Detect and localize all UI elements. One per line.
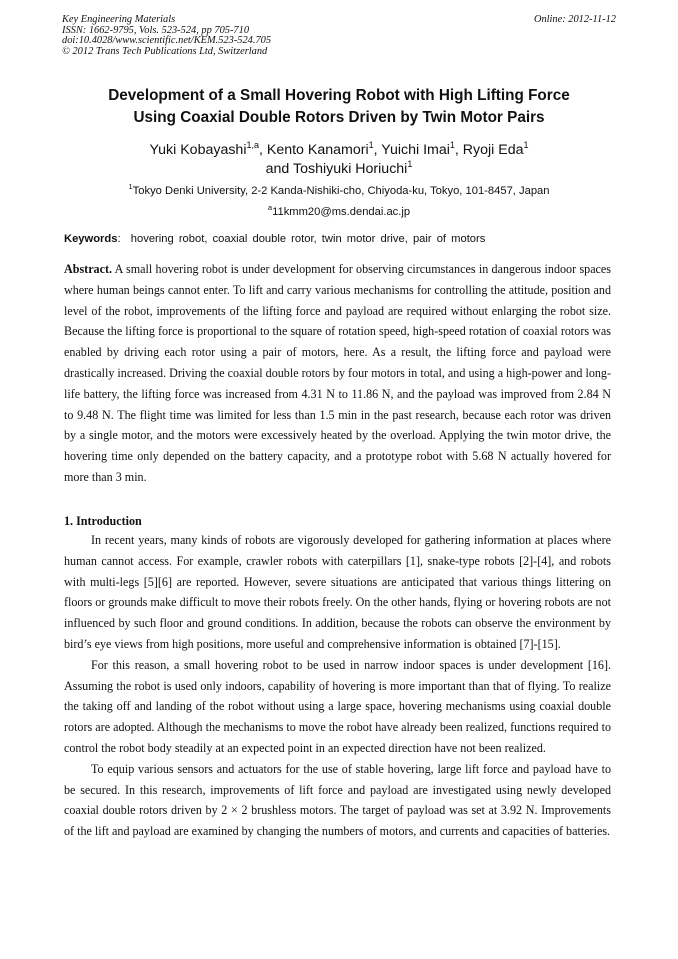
paper-title (40, 85, 638, 129)
email-superscript: a (267, 203, 273, 212)
paragraph: For this reason, a small hovering robot to be used in narrow indoor spaces is under development [16]. Assuming the robot is used only indoors, capability of hovering is more important than that of flying. To realize the taking off and landing of the robot without using a large space, hovering mechanisms using coaxial double rotors are adopted. Although the mechanisms to move the robot have already been realized, functions required to control the robot body steadily at an expected point in an expected direction have not been realized. (64, 657, 611, 755)
title-line-2: Using Coaxial Double Rotors Driven by Twin Motor Pairs (133, 109, 545, 126)
abstract-text: A small hovering robot is under development for observing circumstances in dangerous indoor spaces where human beings cannot enter. To lift and carry various mechanisms for controlling the attitude, position and level of the robot, improvements of the lifting force and payload are required without enlarging the robot size. Because the lifting force is proportional to the square of rotation speed, high-speed rotation of coaxial rotors was enabled by driving each rotor using a pair of motors, here. As a result, the lifting force and payload were drastically increased. Driving the coaxial double rotors by four motors in total, and using a high-power and long-life battery, the lifting force was increased from 4.31 N to 11.86 N, and the payload was improved from 2.84 N to 9.48 N. The flight time was limited for less than 1.5 min in the past research, because each rotor was driven by a single motor, and the motors were excessively heated by the overload. Applying the twin motor drive, the hovering time only depended on the battery capacity, and a prototype robot with 5.68 N actually hovered for more than 3 min. (64, 262, 612, 484)
online-date: Online: 2012-11-12 (533, 14, 616, 25)
introduction-body (64, 530, 611, 842)
author-superscript: 1,a (246, 140, 259, 150)
author-email: 11kmm20@ms.dendai.ac.jp (272, 206, 411, 218)
issn-line: ISSN: 1662-9795, Vols. 523-524, pp 705-710 (62, 24, 250, 36)
author-superscript: 1 (449, 140, 455, 150)
author-name: Yuichi Imai (381, 142, 450, 158)
journal-header (62, 15, 616, 57)
journal-name: Key Engineering Materials (62, 14, 176, 25)
keywords: Keywords: hovering robot, coaxial double rotor, twin motor drive, pair of motors (64, 233, 486, 245)
paragraph: To equip various sensors and actuators for the use of stable hovering, large lift force and payload have to be secured. In this research, improvements of lift force and payload are investigated using newly developed coaxial double rotors driven by 2 × 2 brushless motors. The target of payload was set at 3.92 N. Improvements of the lift and payload are examined by changing the numbers of motors, and currents and capacities of batteries. (64, 761, 611, 839)
doi-line: doi:10.4028/www.scientific.net/KEM.523-524.705 (62, 35, 272, 47)
copyright-line: © 2012 Trans Tech Publications Ltd, Switzerland (62, 45, 268, 57)
paragraph: In recent years, many kinds of robots are vigorously developed for gathering information at places where human cannot access. For example, crawler robots with caterpillars [1], snake-type robots [2]-[4], and robots with multi-legs [5][6] are reported. However, severe situations are anticipated that various things littering on floors or grounds make difficult to move their robots freely. On the other hands, flying or hovering robots are not influenced by such floor and ground conditions. In addition, because the robots can observe the environment by bird’s eye views from high positions, more useful and comprehensive information is obtained [7]-[15]. (64, 533, 611, 651)
author-name: and Toshiyuki Horiuchi (265, 161, 408, 177)
email-line (40, 205, 638, 219)
section-heading: 1. Introduction (64, 514, 142, 528)
affiliation (40, 184, 638, 198)
title-line-1: Development of a Small Hovering Robot with High Lifting Force (108, 87, 570, 104)
author-superscript: 1 (368, 140, 374, 150)
abstract-label: Abstract. (64, 262, 113, 276)
author-name: Yuki Kobayashi (149, 142, 247, 158)
keywords-label: Keywords (64, 233, 118, 245)
affiliation-text: Tokyo Denki University, 2-2 Kanda-Nishiki-cho, Chiyoda-ku, Tokyo, 101-8457, Japan (132, 185, 550, 197)
affiliation-superscript: 1 (128, 182, 133, 191)
author-name: Ryoji Eda (462, 142, 524, 158)
abstract (64, 259, 611, 488)
author-list: Yuki Kobayashi$^{1,a}$, Kento Kanamori$^1$, Yuichi Imai$^1$, Ryoji Eda$^1$ and Toshiyuki Horiuchi$^1$ (149, 140, 529, 177)
author-superscript: 1 (407, 159, 413, 169)
keywords-text: hovering robot, coaxial double rotor, twin motor drive, pair of motors (130, 233, 486, 245)
author-superscript: 1 (523, 140, 529, 150)
author-name: Kento Kanamori (266, 142, 369, 158)
